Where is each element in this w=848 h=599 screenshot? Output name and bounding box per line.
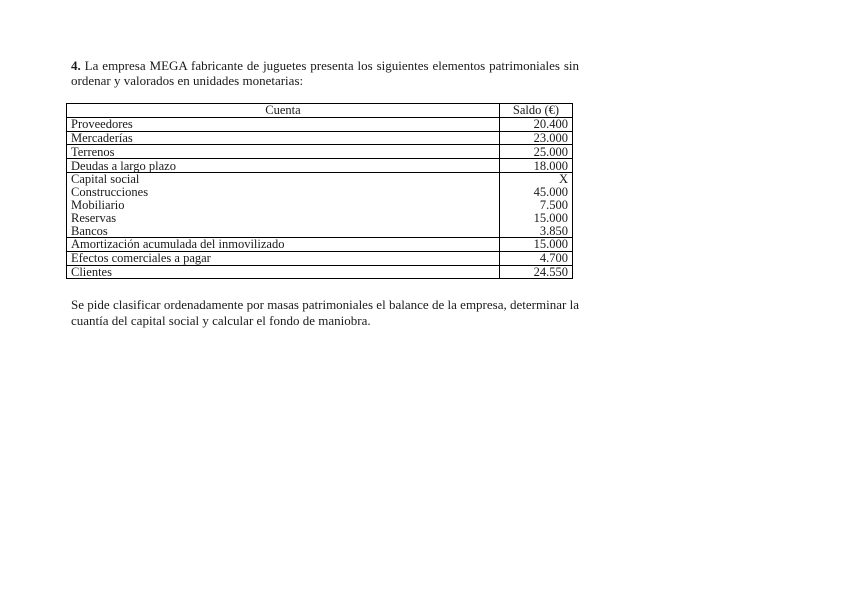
table-row [67, 186, 573, 199]
cell-cuenta: Deudas a largo plazo [67, 159, 500, 173]
exercise-intro-text: La empresa MEGA fabricante de juguetes presenta los siguientes elementos patrimoniales sin ordenar y valorados en unidades monetarias: [71, 58, 579, 88]
table-row [67, 265, 573, 279]
header-cuenta: Cuenta [67, 104, 500, 118]
cell-cuenta: Clientes [67, 265, 500, 279]
cell-cuenta: Reservas [67, 211, 500, 224]
table-row [67, 117, 573, 131]
cell-cuenta: Construcciones [67, 186, 500, 199]
header-saldo: Saldo (€) [500, 104, 573, 118]
cell-cuenta: Capital social [67, 172, 500, 185]
cell-cuenta: Mobiliario [67, 199, 500, 212]
cell-saldo: 15.000 [500, 237, 573, 251]
table-header-row [67, 104, 573, 118]
cell-saldo: 20.400 [500, 117, 573, 131]
cell-saldo: 24.550 [500, 265, 573, 279]
cell-saldo: 23.000 [500, 131, 573, 145]
table-row [67, 237, 573, 251]
table-row [67, 131, 573, 145]
accounts-table [66, 103, 573, 279]
cell-saldo: 45.000 [500, 186, 573, 199]
exercise-question: Se pide clasificar ordenadamente por masas patrimoniales el balance de la empresa, determinar la cuantía del capital social y calcular el fondo de maniobra. [71, 297, 579, 328]
table-row [67, 224, 573, 237]
table-row [67, 159, 573, 173]
table-row [67, 211, 573, 224]
table-row [67, 172, 573, 185]
cell-saldo: 4.700 [500, 251, 573, 265]
cell-saldo: 7.500 [500, 199, 573, 212]
cell-saldo: 25.000 [500, 145, 573, 159]
cell-cuenta: Amortización acumulada del inmovilizado [67, 237, 500, 251]
table-row [67, 251, 573, 265]
cell-cuenta: Terrenos [67, 145, 500, 159]
cell-saldo: 3.850 [500, 224, 573, 237]
exercise-number: 4. [71, 58, 81, 73]
cell-cuenta: Efectos comerciales a pagar [67, 251, 500, 265]
cell-saldo: 15.000 [500, 211, 573, 224]
table-row [67, 199, 573, 212]
cell-saldo: 18.000 [500, 159, 573, 173]
exercise-intro [71, 58, 579, 88]
cell-saldo: X [500, 172, 573, 185]
cell-cuenta: Bancos [67, 224, 500, 237]
table-row [67, 145, 573, 159]
cell-cuenta: Proveedores [67, 117, 500, 131]
cell-cuenta: Mercaderías [67, 131, 500, 145]
